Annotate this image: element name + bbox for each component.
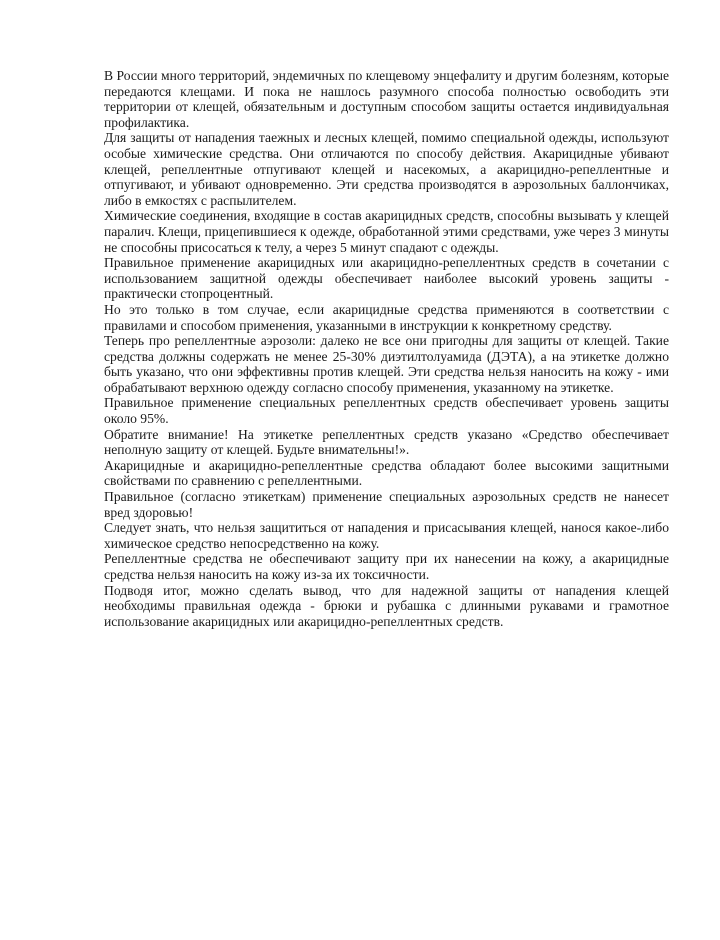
paragraph-11: Следует знать, что нельзя защититься от нападения и присасывания клещей, нанося какое-либо химическое средство непосредственно на кожу. (104, 520, 669, 551)
paragraph-12: Репеллентные средства не обеспечивают защиту при их нанесении на кожу, а акарицидные средства нельзя наносить на кожу из-за их токсичности. (104, 551, 669, 582)
paragraph-1: В России много территорий, эндемичных по клещевому энцефалиту и другим болезням, которые передаются клещами. И пока не нашлось разумного способа полностью освободить эти территории от клещей, обязательным и доступным способом защиты остается индивидуальная профилактика. (104, 68, 669, 130)
paragraph-3: Химические соединения, входящие в состав акарицидных средств, способны вызывать у клещей паралич. Клещи, прицепившиеся к одежде, обработанной этими средствами, уже через 3 минуты не способны присосаться к телу, а через 5 минут спадают с одежды. (104, 208, 669, 255)
paragraph-7: Правильное применение специальных репеллентных средств обеспечивает уровень защиты около 95%. (104, 395, 669, 427)
paragraph-8: Обратите внимание! На этикетке репеллентных средств указано «Средство обеспечивает неполную защиту от клещей. Будьте внимательны!». (104, 426, 669, 458)
document-body (104, 68, 669, 629)
paragraph-4: Правильное применение акарицидных или акарицидно-репеллентных средств в сочетании с использованием защитной одежды обеспечивает наиболее высокий уровень защиты - практически стопроцентный. (104, 255, 669, 302)
paragraph-13: Подводя итог, можно сделать вывод, что для надежной защиты от нападения клещей необходимы правильная одежда - брюки и рубашка с длинными рукавами и грамотное использование акарицидных или акарицидно-репеллентных средств. (104, 582, 669, 629)
paragraph-6: Теперь про репеллентные аэрозоли: далеко не все они пригодны для защиты от клещей. Такие средства должны содержать не менее 25-30% диэтилтолуамида (ДЭТА), а на этикетке должно быть указано, что они эффективны против клещей. Эти средства нельзя наносить на кожу - ими обрабатывают верхнюю одежду согласно способу применения, указанному на этикетке. (104, 333, 669, 395)
paragraph-2: Для защиты от нападения таежных и лесных клещей, помимо специальной одежды, используют особые химические средства. Они отличаются по способу действия. Акарицидные убивают клещей, репеллентные отпугивают клещей и насекомых, а акарицидно-репеллентные и отпугивают, и убивают одновременно. Эти средства производятся в аэрозольных баллончиках, либо в емкостях с распылителем. (104, 130, 669, 208)
paragraph-9: Акарицидные и акарицидно-репеллентные средства обладают более высокими защитными свойствами по сравнению с репеллентными. (104, 457, 669, 489)
paragraph-5: Но это только в том случае, если акарицидные средства применяются в соответствии с правилами и способом применения, указанными в инструкции к конкретному средству. (104, 301, 669, 333)
paragraph-10: Правильное (согласно этикеткам) применение специальных аэрозольных средств не нанесет вред здоровью! (104, 489, 669, 520)
